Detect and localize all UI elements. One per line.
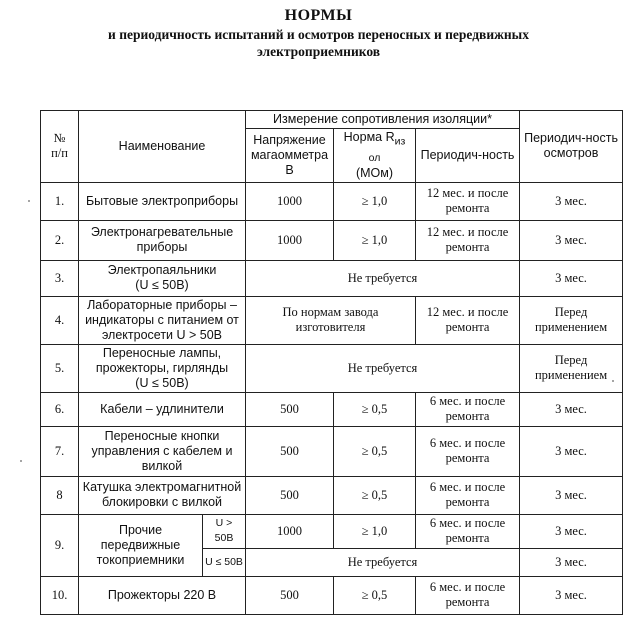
header-voltage-line2: магаомметра [250, 147, 329, 162]
row-norm: ≥ 0,5 [334, 426, 416, 476]
row-name [79, 344, 246, 392]
document-subtitle-line2: электроприемников [256, 44, 381, 59]
row-voltage: 500 [246, 576, 334, 614]
row-voltage: 1000 [246, 514, 334, 548]
row-inspection: Перед применением [520, 296, 623, 344]
row-period: 6 мес. и после ремонта [416, 392, 520, 426]
header-voltage-line1: Напряжение [253, 132, 326, 147]
table-row [41, 296, 623, 344]
row-num: 3. [41, 260, 79, 296]
table-row [41, 220, 623, 260]
header-norm-sub: из [394, 135, 406, 148]
row-name: Переносные кнопки управления с кабелем и вилкой [79, 426, 246, 476]
norms-table [40, 110, 623, 615]
row-name: Кабели – удлинители [79, 392, 246, 426]
row-name: Электронагревательные приборы [79, 220, 246, 260]
row-norm: ≥ 1,0 [334, 514, 416, 548]
row-inspection: 3 мес. [520, 392, 623, 426]
row-name: Лабораторные приборы – индикаторы с питанием от электросети U > 50В [79, 296, 246, 344]
row-norm: ≥ 0,5 [334, 392, 416, 426]
header-name: Наименование [79, 111, 246, 183]
header-voltage-line3: В [285, 162, 294, 177]
row-voltage: 500 [246, 426, 334, 476]
row-num: 8 [41, 476, 79, 514]
row-inspection: 3 мес. [520, 182, 623, 220]
row-subcondition: U > 50В [203, 514, 246, 548]
row-num: 2. [41, 220, 79, 260]
table-row [41, 344, 623, 392]
header-row-1 [41, 111, 623, 129]
table-row [41, 392, 623, 426]
row-inspection: Перед применением [520, 344, 623, 392]
row-inspection: 3 мес. [520, 476, 623, 514]
scan-speck [28, 200, 30, 202]
table-row [41, 260, 623, 296]
row-norm: ≥ 1,0 [334, 220, 416, 260]
row-inspection: 3 мес. [520, 426, 623, 476]
header-period: Периодич-ность [416, 129, 520, 183]
document-title-block [0, 6, 637, 60]
row-num: 5. [41, 344, 79, 392]
row-norm: ≥ 0,5 [334, 476, 416, 514]
row-inspection: 3 мес. [520, 576, 623, 614]
header-voltage [246, 129, 334, 183]
table-row [41, 514, 623, 548]
row-inspection: 3 мес. [520, 220, 623, 260]
row-period: 12 мес. и после ремонта [416, 220, 520, 260]
row-num: 9. [41, 514, 79, 576]
row-period: 12 мес. и после ремонта [416, 296, 520, 344]
row-name: Прожекторы 220 В [79, 576, 246, 614]
table-row [41, 182, 623, 220]
row-num: 6. [41, 392, 79, 426]
document-title: НОРМЫ [284, 7, 353, 24]
row-voltage: 500 [246, 476, 334, 514]
row-not-required: Не требуется [246, 260, 520, 296]
row-period: 6 мес. и после ремонта [416, 476, 520, 514]
table-row [41, 576, 623, 614]
header-norm-sub2: ол [368, 151, 381, 164]
row-name: Прочие передвижные токоприемники [79, 514, 203, 576]
row-not-required: Не требуется [246, 344, 520, 392]
row-inspection: 3 мес. [520, 548, 623, 576]
row-inspection: 3 мес. [520, 514, 623, 548]
row-voltage: 500 [246, 392, 334, 426]
scan-speck [20, 460, 22, 462]
row-voltage: 1000 [246, 182, 334, 220]
row-period: 6 мес. и после ремонта [416, 514, 520, 548]
header-num-line2: п/п [51, 146, 68, 161]
row-num: 4. [41, 296, 79, 344]
header-norm-line1: Норма R [343, 130, 395, 144]
header-num [41, 111, 79, 183]
row-period: 12 мес. и после ремонта [416, 182, 520, 220]
row-name [79, 260, 246, 296]
row-num: 1. [41, 182, 79, 220]
header-norm [334, 129, 416, 183]
row-voltage: 1000 [246, 220, 334, 260]
row-name-line2: (U ≤ 50В) [135, 375, 189, 390]
row-factory-norms: По нормам завода изготовителя [246, 296, 416, 344]
row-name-line1: Переносные лампы, прожекторы, гирлянды [95, 345, 229, 375]
row-inspection: 3 мес. [520, 260, 623, 296]
header-inspection-period: Периодич-ность осмотров [520, 111, 623, 183]
document-subtitle-line1: и периодичность испытаний и осмотров переносных и передвижных [108, 27, 529, 42]
table-row [41, 426, 623, 476]
table-row [41, 476, 623, 514]
row-name-line2: (U ≤ 50В) [135, 278, 189, 292]
row-name: Бытовые электроприборы [79, 182, 246, 220]
row-period: 6 мес. и после ремонта [416, 576, 520, 614]
row-not-required: Не требуется [246, 548, 520, 576]
row-name: Катушка электромагнитной блокировки с вилкой [79, 476, 246, 514]
row-name-line1: Электропаяльники [107, 263, 217, 277]
header-num-line1: № [53, 131, 66, 146]
row-period: 6 мес. и после ремонта [416, 426, 520, 476]
row-subcondition: U ≤ 50В [203, 548, 246, 576]
header-norm-line2: (МОм) [355, 165, 394, 180]
row-num: 7. [41, 426, 79, 476]
row-num: 10. [41, 576, 79, 614]
row-norm: ≥ 0,5 [334, 576, 416, 614]
header-insulation-group: Измерение сопротивления изоляции* [246, 111, 520, 129]
row-norm: ≥ 1,0 [334, 182, 416, 220]
